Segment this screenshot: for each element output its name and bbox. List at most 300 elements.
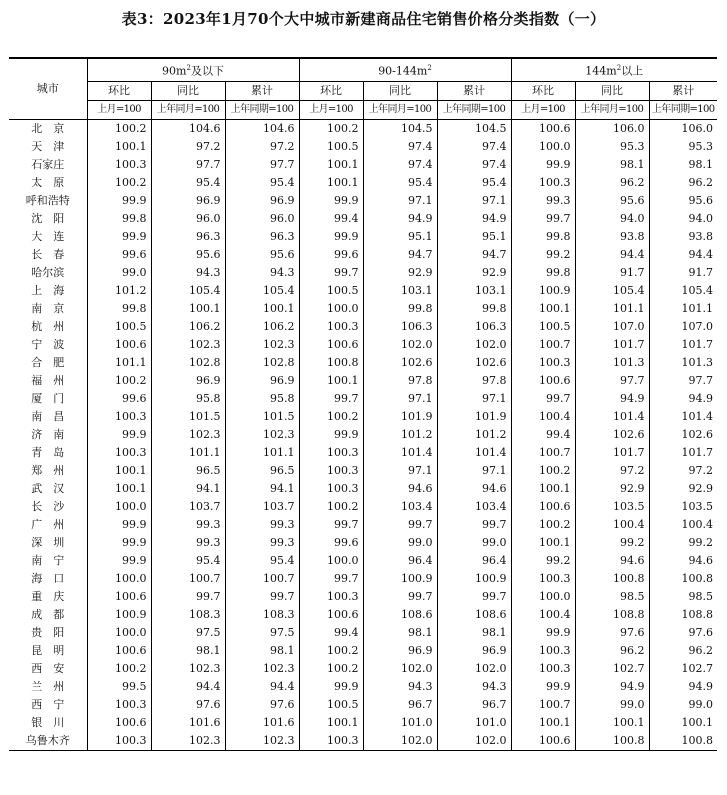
index-value: 99.7 [299,516,363,534]
index-value: 92.9 [363,264,437,282]
index-value: 100.8 [299,354,363,372]
index-value: 94.7 [437,246,511,264]
sub-header-2-0: 环比 [511,81,575,100]
city-name: 长 春 [31,247,65,261]
table-row [9,138,717,156]
index-value: 100.2 [87,372,151,390]
index-value: 101.2 [363,426,437,444]
index-value: 99.0 [437,534,511,552]
city-name: 厦 门 [31,391,65,405]
index-value: 100.0 [87,570,151,588]
index-value: 95.4 [437,174,511,192]
index-value: 104.5 [437,119,511,138]
index-value: 97.7 [151,156,225,174]
city-name: 乌鲁木齐 [9,732,87,751]
index-value: 100.6 [87,714,151,732]
index-value: 97.4 [363,156,437,174]
index-value: 102.3 [225,732,299,751]
sub-header-1-2: 累计 [437,81,511,100]
index-value: 100.4 [649,516,717,534]
table-row [9,354,717,372]
index-value: 101.4 [437,444,511,462]
index-value: 99.7 [363,516,437,534]
index-value: 94.9 [575,390,649,408]
index-value: 100.3 [299,480,363,498]
index-value: 101.7 [575,444,649,462]
index-value: 94.9 [649,390,717,408]
index-value: 99.3 [151,534,225,552]
index-value: 95.1 [363,228,437,246]
table-row [9,516,717,534]
table-row [9,444,717,462]
index-value: 100.9 [363,570,437,588]
index-value: 97.4 [363,138,437,156]
index-value: 99.9 [511,156,575,174]
index-value: 101.7 [575,336,649,354]
index-value: 97.6 [225,696,299,714]
sub-header-0-2: 累计 [225,81,299,100]
index-value: 99.6 [87,246,151,264]
index-value: 96.9 [225,372,299,390]
index-value: 100.3 [87,156,151,174]
index-value: 98.1 [649,156,717,174]
index-value: 100.6 [511,119,575,138]
city-name: 成 都 [31,607,65,621]
index-value: 102.3 [151,660,225,678]
index-value: 105.4 [575,282,649,300]
table-row [9,228,717,246]
index-value: 100.2 [511,462,575,480]
table-row [9,300,717,318]
index-value: 105.4 [649,282,717,300]
index-value: 102.0 [437,336,511,354]
city-name: 沈 阳 [31,211,65,225]
index-value: 100.8 [575,732,649,751]
index-value: 102.6 [363,354,437,372]
index-value: 95.8 [225,390,299,408]
sub-header-row [9,81,717,100]
index-value: 100.6 [87,588,151,606]
index-value: 99.7 [151,588,225,606]
city-name: 呼和浩特 [25,193,70,207]
city-name: 太 原 [31,175,65,189]
group-header-small: $90m^2$及以下 [87,58,299,81]
table-row [9,552,717,570]
city-name: 合 肥 [31,355,65,369]
index-value: 99.9 [299,426,363,444]
index-value: 102.8 [151,354,225,372]
index-value: 94.3 [225,264,299,282]
sub-header-2-1: 同比 [575,81,649,100]
index-value: 106.2 [151,318,225,336]
index-value: 99.3 [225,516,299,534]
index-value: 101.4 [649,408,717,426]
index-value: 99.7 [363,588,437,606]
index-value: 100.3 [299,462,363,480]
index-value: 99.8 [511,264,575,282]
index-value: 100.2 [299,660,363,678]
index-value: 102.0 [437,660,511,678]
index-value: 101.0 [363,714,437,732]
index-value: 99.6 [299,534,363,552]
index-value: 99.4 [299,624,363,642]
index-value: 103.5 [575,498,649,516]
index-value: 100.2 [511,516,575,534]
index-value: 100.2 [299,119,363,138]
index-value: 95.4 [151,174,225,192]
index-value: 96.2 [575,174,649,192]
index-value: 98.1 [225,642,299,660]
index-value: 94.0 [649,210,717,228]
table-row [9,282,717,300]
index-value: 97.1 [363,462,437,480]
city-name: 海 口 [31,571,65,585]
index-value: 99.4 [299,210,363,228]
index-value: 98.1 [575,156,649,174]
index-value: 95.8 [151,390,225,408]
index-value: 100.6 [511,372,575,390]
city-name: 重 庆 [31,589,65,603]
index-value: 104.6 [225,119,299,138]
index-value: 102.7 [575,660,649,678]
index-value: 100.3 [87,408,151,426]
city-column-header: 城市 [9,58,87,119]
index-value: 100.0 [299,552,363,570]
index-value: 105.4 [151,282,225,300]
index-value: 100.1 [511,300,575,318]
index-value: 101.6 [225,714,299,732]
index-value: 95.6 [225,246,299,264]
table-row [9,498,717,516]
index-value: 96.9 [225,192,299,210]
table-row [9,372,717,390]
index-value: 101.2 [437,426,511,444]
index-value: 101.3 [575,354,649,372]
index-value: 96.7 [437,696,511,714]
index-value: 100.1 [87,480,151,498]
index-value: 100.2 [87,174,151,192]
index-value: 101.1 [649,300,717,318]
index-value: 100.9 [511,282,575,300]
index-value: 99.9 [87,192,151,210]
table-row [9,246,717,264]
index-value: 106.3 [437,318,511,336]
table-row [9,678,717,696]
index-value: 100.3 [299,588,363,606]
unit-header-0-2: 上年同期=100 [225,100,299,119]
table-row [9,480,717,498]
table-row [9,624,717,642]
unit-header-2-2: 上年同期=100 [649,100,717,119]
index-value: 96.5 [225,462,299,480]
index-value: 96.4 [437,552,511,570]
unit-header-0-0: 上月=100 [87,100,151,119]
index-value: 97.6 [151,696,225,714]
index-value: 99.6 [299,246,363,264]
index-value: 106.3 [363,318,437,336]
table-row [9,462,717,480]
index-value: 95.4 [225,174,299,192]
index-value: 95.3 [575,138,649,156]
index-value: 99.3 [151,516,225,534]
index-value: 100.7 [225,570,299,588]
index-value: 96.2 [649,174,717,192]
city-name: 南 宁 [31,553,65,567]
index-value: 102.6 [649,426,717,444]
index-value: 94.4 [649,246,717,264]
index-value: 103.1 [363,282,437,300]
table-row [9,156,717,174]
sub-header-1-1: 同比 [363,81,437,100]
city-name: 昆 明 [31,643,65,657]
table-row [9,588,717,606]
index-value: 100.1 [511,714,575,732]
index-value: 100.0 [87,498,151,516]
price-index-table [9,57,717,751]
unit-header-0-1: 上年同月=100 [151,100,225,119]
index-value: 100.3 [87,444,151,462]
index-value: 103.4 [363,498,437,516]
index-value: 96.7 [363,696,437,714]
city-name: 贵 阳 [31,625,65,639]
table-row [9,696,717,714]
index-value: 102.6 [575,426,649,444]
index-value: 101.0 [437,714,511,732]
index-value: 100.6 [299,336,363,354]
index-value: 100.2 [87,660,151,678]
table-row [9,534,717,552]
index-value: 100.1 [511,480,575,498]
index-value: 99.9 [87,516,151,534]
index-value: 95.4 [225,552,299,570]
table-row [9,192,717,210]
city-name: 石家庄 [31,157,65,171]
index-value: 96.9 [151,372,225,390]
index-value: 99.8 [87,300,151,318]
index-value: 100.6 [299,606,363,624]
index-value: 95.4 [151,552,225,570]
index-value: 100.0 [511,138,575,156]
index-value: 94.1 [225,480,299,498]
index-value: 96.3 [151,228,225,246]
index-value: 100.8 [575,570,649,588]
index-value: 97.2 [575,462,649,480]
index-value: 94.4 [151,678,225,696]
index-value: 100.1 [511,534,575,552]
index-value: 99.7 [225,588,299,606]
index-value: 99.9 [87,228,151,246]
index-value: 99.8 [87,210,151,228]
index-value: 100.3 [511,660,575,678]
index-value: 99.0 [575,696,649,714]
index-value: 94.6 [363,480,437,498]
index-value: 97.6 [575,624,649,642]
index-value: 97.1 [437,390,511,408]
index-value: 100.0 [87,624,151,642]
index-value: 99.5 [87,678,151,696]
index-value: 101.1 [225,444,299,462]
index-value: 100.5 [511,318,575,336]
index-value: 100.3 [87,732,151,751]
index-value: 100.6 [87,336,151,354]
index-value: 106.2 [225,318,299,336]
index-value: 96.3 [225,228,299,246]
sub-header-0-0: 环比 [87,81,151,100]
index-value: 108.6 [363,606,437,624]
index-value: 94.9 [649,678,717,696]
city-name: 南 昌 [31,409,65,423]
index-value: 99.3 [225,534,299,552]
index-value: 101.7 [649,336,717,354]
city-name: 天 津 [31,139,65,153]
index-value: 108.3 [151,606,225,624]
index-value: 95.1 [437,228,511,246]
index-value: 101.7 [649,444,717,462]
index-value: 99.9 [87,552,151,570]
index-value: 99.7 [511,210,575,228]
index-value: 102.3 [151,336,225,354]
unit-header-1-0: 上月=100 [299,100,363,119]
index-value: 100.4 [511,408,575,426]
city-name: 济 南 [31,427,65,441]
index-value: 100.7 [151,570,225,588]
index-value: 99.9 [299,228,363,246]
city-name: 银 川 [31,715,65,729]
city-name: 宁 波 [31,337,65,351]
index-value: 101.6 [151,714,225,732]
index-value: 98.1 [437,624,511,642]
index-value: 100.1 [225,300,299,318]
table-row [9,174,717,192]
index-value: 99.0 [649,696,717,714]
index-value: 102.3 [225,336,299,354]
index-value: 102.3 [225,426,299,444]
group-header-medium: $90-144m^2$ [299,58,511,81]
index-value: 97.1 [363,192,437,210]
city-name: 西 安 [31,661,65,675]
index-value: 96.9 [437,642,511,660]
index-value: 94.3 [151,264,225,282]
city-name: 郑 州 [31,463,65,477]
index-value: 97.8 [437,372,511,390]
index-value: 99.9 [299,678,363,696]
index-value: 97.5 [151,624,225,642]
index-value: 98.5 [575,588,649,606]
index-value: 99.6 [87,390,151,408]
index-value: 100.0 [511,588,575,606]
table-row [9,210,717,228]
index-value: 97.2 [225,138,299,156]
index-value: 97.1 [437,462,511,480]
index-value: 94.6 [649,552,717,570]
table-row [9,390,717,408]
index-value: 102.0 [363,732,437,751]
index-value: 100.1 [299,714,363,732]
index-value: 96.9 [151,192,225,210]
index-value: 97.6 [649,624,717,642]
index-value: 94.4 [225,678,299,696]
index-value: 103.7 [225,498,299,516]
index-value: 100.3 [299,444,363,462]
index-value: 100.9 [437,570,511,588]
city-name: 兰 州 [31,679,65,693]
index-value: 97.5 [225,624,299,642]
index-value: 96.2 [649,642,717,660]
unit-header-2-0: 上月=100 [511,100,575,119]
index-value: 97.1 [437,192,511,210]
index-value: 108.3 [225,606,299,624]
index-value: 102.6 [437,354,511,372]
index-value: 97.8 [363,372,437,390]
index-value: 97.7 [649,372,717,390]
table-row [9,119,717,138]
index-value: 100.1 [151,300,225,318]
city-name: 武 汉 [31,481,65,495]
index-value: 101.5 [225,408,299,426]
index-value: 101.9 [363,408,437,426]
index-value: 94.3 [363,678,437,696]
index-value: 100.5 [299,696,363,714]
index-value: 96.0 [225,210,299,228]
index-value: 100.0 [299,300,363,318]
index-value: 100.1 [87,138,151,156]
city-name: 广 州 [31,517,65,531]
index-value: 94.1 [151,480,225,498]
index-value: 99.7 [437,516,511,534]
index-value: 92.9 [437,264,511,282]
index-value: 91.7 [649,264,717,282]
index-value: 100.3 [511,570,575,588]
index-value: 100.1 [575,714,649,732]
index-value: 99.8 [511,228,575,246]
index-value: 95.6 [151,246,225,264]
index-value: 95.6 [649,192,717,210]
index-value: 92.9 [575,480,649,498]
index-value: 97.4 [437,156,511,174]
index-value: 94.3 [437,678,511,696]
unit-header-1-1: 上年同月=100 [363,100,437,119]
index-value: 99.9 [87,534,151,552]
group-header-large: $144m^2$以上 [511,58,717,81]
index-value: 100.6 [511,732,575,751]
index-value: 100.1 [649,714,717,732]
index-value: 97.7 [225,156,299,174]
table-row [9,318,717,336]
index-value: 99.9 [299,192,363,210]
index-value: 96.0 [151,210,225,228]
sub-header-2-2: 累计 [649,81,717,100]
index-value: 92.9 [649,480,717,498]
index-value: 99.4 [511,426,575,444]
index-value: 99.9 [511,678,575,696]
unit-header-1-2: 上年同期=100 [437,100,511,119]
index-value: 94.9 [437,210,511,228]
index-value: 100.1 [87,462,151,480]
index-value: 100.4 [575,516,649,534]
index-value: 103.5 [649,498,717,516]
index-value: 99.0 [87,264,151,282]
index-value: 99.9 [511,624,575,642]
index-value: 100.8 [649,570,717,588]
table-row [9,714,717,732]
index-value: 100.2 [299,642,363,660]
index-value: 103.7 [151,498,225,516]
index-value: 108.8 [575,606,649,624]
index-value: 100.3 [511,354,575,372]
index-value: 99.7 [437,588,511,606]
city-name: 深 圳 [31,535,65,549]
index-value: 94.6 [575,552,649,570]
